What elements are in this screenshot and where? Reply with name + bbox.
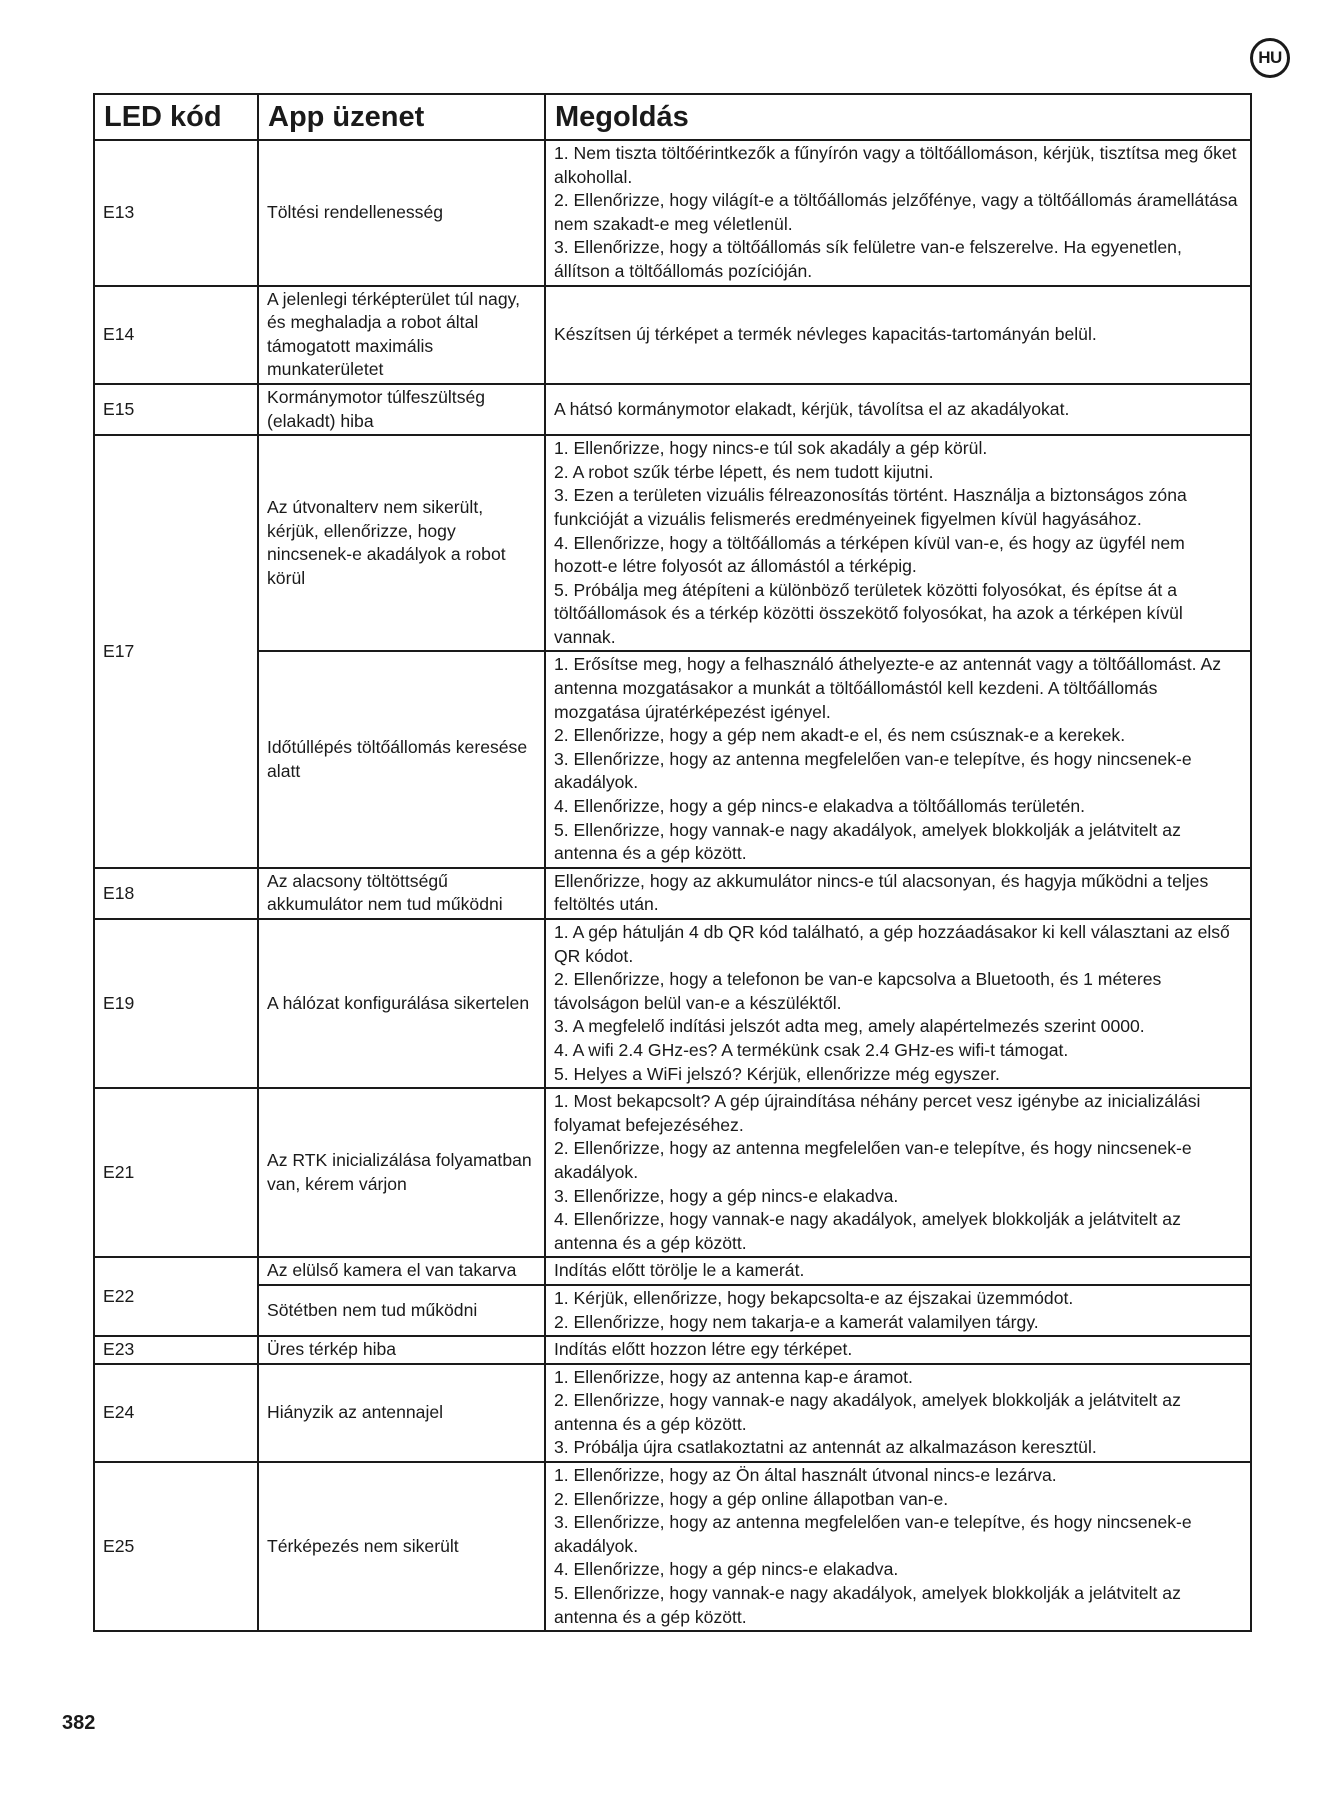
led-code-cell: E21 <box>94 1088 258 1257</box>
solution-line: 1. Nem tiszta töltőérintkezők a fűnyírón vagy a töltőállomáson, kérjük, tisztítsa meg őket alkohollal. <box>554 143 1237 187</box>
solution-line: 4. Ellenőrizze, hogy vannak-e nagy akadályok, amelyek blokkolják a jelátvitelt az antenna és a gép között. <box>554 1209 1181 1253</box>
table-row <box>94 286 1251 384</box>
solution-line: Ellenőrizze, hogy az akkumulátor nincs-e túl alacsonyan, és hagyja működni a teljes feltöltés után. <box>554 870 1209 915</box>
solution-line: Készítsen új térképet a termék névleges kapacitás-tartományán belül. <box>554 323 1097 344</box>
led-code-cell: E22 <box>94 1257 258 1336</box>
solution-line: 2. Ellenőrizze, hogy a gép nem akadt-e el, és nem csúsznak-e a kerekek. <box>554 725 1126 746</box>
solution-line: 4. Ellenőrizze, hogy a gép nincs-e elakadva a töltőállomás területén. <box>554 796 1086 817</box>
led-code-cell: E17 <box>94 435 258 868</box>
solution-line: 2. Ellenőrizze, hogy vannak-e nagy akadályok, amelyek blokkolják a jelátvitelt az antenna és a gép között. <box>554 1390 1181 1434</box>
solution-line: 2. Ellenőrizze, hogy a telefonon be van-e kapcsolva a Bluetooth, és 1 méteres távolságon belül van-e a készüléktől. <box>554 969 1162 1013</box>
solution-cell <box>545 1336 1251 1364</box>
table-row <box>94 435 1251 651</box>
solution-line: 3. Ellenőrizze, hogy a gép nincs-e elakadva. <box>554 1185 899 1206</box>
language-badge <box>1250 38 1290 78</box>
solution-line: Indítás előtt törölje le a kamerát. <box>554 1260 805 1281</box>
solution-line: 2. Ellenőrizze, hogy nem takarja-e a kamerát valamilyen tárgy. <box>554 1311 1039 1332</box>
table-row <box>94 1364 1251 1462</box>
solution-cell <box>545 435 1251 651</box>
solution-line: 1. Ellenőrizze, hogy az Ön által használt útvonal nincs-e lezárva. <box>554 1465 1057 1486</box>
solution-line: Indítás előtt hozzon létre egy térképet. <box>554 1339 853 1360</box>
table-header-row <box>94 94 1251 140</box>
table-row <box>94 1462 1251 1631</box>
app-message-cell: Az elülső kamera el van takarva <box>258 1257 545 1285</box>
app-message-cell: A hálózat konfigurálása sikertelen <box>258 919 545 1088</box>
solution-cell <box>545 651 1251 867</box>
solution-line: 1. Erősítse meg, hogy a felhasználó áthelyezte-e az antennát vagy a töltőállomást. Az antenna mozgatásakor a munkát a töltőállomástól kell kezdeni. A töltőállomás mozgatása újratérképezést igényel. <box>554 654 1221 722</box>
solution-cell <box>545 1285 1251 1336</box>
solution-line: 2. A robot szűk térbe lépett, és nem tudott kijutni. <box>554 461 934 482</box>
led-code-table <box>93 93 1252 1632</box>
solution-line: 3. Ellenőrizze, hogy az antenna megfelelően van-e telepítve, és hogy nincsenek-e akadályok. <box>554 748 1192 793</box>
language-badge-label: HU <box>1258 48 1282 67</box>
solution-line: 1. A gép hátulján 4 db QR kód található, a gép hozzáadásakor ki kell választani az első QR kódot. <box>554 922 1230 966</box>
table-row <box>94 384 1251 435</box>
app-message-cell: Az RTK inicializálása folyamatban van, kérem várjon <box>258 1088 545 1257</box>
app-message-cell: Az alacsony töltöttségű akkumulátor nem tud működni <box>258 868 545 919</box>
solution-line: 5. Ellenőrizze, hogy vannak-e nagy akadályok, amelyek blokkolják a jelátvitelt az antenna és a gép között. <box>554 819 1181 864</box>
app-message-cell: Időtúllépés töltőállomás keresése alatt <box>258 651 545 867</box>
solution-cell <box>545 868 1251 919</box>
table-row <box>94 1257 1251 1285</box>
app-message-cell: Hiányzik az antennajel <box>258 1364 545 1462</box>
solution-line: A hátsó kormánymotor elakadt, kérjük, távolítsa el az akadályokat. <box>554 398 1070 419</box>
led-code-cell: E19 <box>94 919 258 1088</box>
table-row <box>94 1088 1251 1257</box>
solution-line: 3. A megfelelő indítási jelszót adta meg, amely alapértelmezés szerint 0000. <box>554 1016 1145 1037</box>
app-message-cell: Kormánymotor túlfeszültség (elakadt) hiba <box>258 384 545 435</box>
page-number: 382 <box>62 1712 96 1734</box>
solution-line: 5. Próbálja meg átépíteni a különböző területek közötti folyosókat, és építse át a töltőállomások és a térkép közötti összekötő folyosókat, ha azok a térképen kívül vannak. <box>554 579 1183 647</box>
app-message-cell: Térképezés nem sikerült <box>258 1462 545 1631</box>
app-message-cell: Sötétben nem tud működni <box>258 1285 545 1336</box>
solution-line: 1. Ellenőrizze, hogy az antenna kap-e áramot. <box>554 1366 913 1387</box>
solution-cell <box>545 140 1251 286</box>
led-code-cell: E15 <box>94 384 258 435</box>
solution-line: 4. Ellenőrizze, hogy a gép nincs-e elakadva. <box>554 1559 899 1580</box>
table-row <box>94 1285 1251 1336</box>
table-row <box>94 1336 1251 1364</box>
solution-line: 3. Próbálja újra csatlakoztatni az antennát az alkalmazáson keresztül. <box>554 1437 1097 1458</box>
header-led-code: LED kód <box>94 94 258 140</box>
solution-cell <box>545 1257 1251 1285</box>
solution-line: 2. Ellenőrizze, hogy világít-e a töltőállomás jelzőfénye, vagy a töltőállomás áramellátása nem szakadt-e meg véletlenül. <box>554 190 1238 234</box>
app-message-cell: Töltési rendellenesség <box>258 140 545 286</box>
table-row <box>94 919 1251 1088</box>
table-row <box>94 140 1251 286</box>
solution-cell <box>545 384 1251 435</box>
led-code-cell: E13 <box>94 140 258 286</box>
led-code-cell: E18 <box>94 868 258 919</box>
solution-line: 5. Helyes a WiFi jelszó? Kérjük, ellenőrizze még egyszer. <box>554 1063 1000 1084</box>
header-app-message: App üzenet <box>258 94 545 140</box>
led-code-cell: E14 <box>94 286 258 384</box>
solution-line: 1. Ellenőrizze, hogy nincs-e túl sok akadály a gép körül. <box>554 438 988 459</box>
solution-cell <box>545 919 1251 1088</box>
app-message-cell: Üres térkép hiba <box>258 1336 545 1364</box>
table-body <box>94 140 1251 1631</box>
solution-line: 1. Most bekapcsolt? A gép újraindítása néhány percet vesz igénybe az inicializálási folyamat befejezéséhez. <box>554 1091 1201 1135</box>
led-code-cell: E24 <box>94 1364 258 1462</box>
table-row <box>94 651 1251 867</box>
solution-line: 3. Ellenőrizze, hogy az antenna megfelelően van-e telepítve, és hogy nincsenek-e akadályok. <box>554 1512 1192 1556</box>
solution-cell <box>545 1462 1251 1631</box>
solution-cell <box>545 286 1251 384</box>
solution-line: 4. A wifi 2.4 GHz-es? A termékünk csak 2.4 GHz-es wifi-t támogat. <box>554 1039 1069 1060</box>
led-code-cell: E25 <box>94 1462 258 1631</box>
solution-line: 3. Ezen a területen vizuális félreazonosítás történt. Használja a biztonságos zóna funkcióját a vizuális felismerés eredményeinek figyelmen kívül hagyásához. <box>554 485 1187 529</box>
solution-cell <box>545 1364 1251 1462</box>
app-message-cell: Az útvonalterv nem sikerült, kérjük, ellenőrizze, hogy nincsenek-e akadályok a robot körül <box>258 435 545 651</box>
header-solution: Megoldás <box>545 94 1251 140</box>
solution-line: 2. Ellenőrizze, hogy a gép online állapotban van-e. <box>554 1488 949 1509</box>
led-code-cell: E23 <box>94 1336 258 1364</box>
solution-line: 4. Ellenőrizze, hogy a töltőállomás a térképen kívül van-e, és hogy az ügyfél nem hozott-e létre folyosót az állomástól a térképig. <box>554 532 1185 577</box>
solution-line: 1. Kérjük, ellenőrizze, hogy bekapcsolta-e az éjszakai üzemmódot. <box>554 1287 1074 1308</box>
solution-line: 5. Ellenőrizze, hogy vannak-e nagy akadályok, amelyek blokkolják a jelátvitelt az antenna és a gép között. <box>554 1583 1181 1627</box>
solution-line: 2. Ellenőrizze, hogy az antenna megfelelően van-e telepítve, és hogy nincsenek-e akadályok. <box>554 1138 1192 1182</box>
table-row <box>94 868 1251 919</box>
app-message-cell: A jelenlegi térképterület túl nagy, és meghaladja a robot által támogatott maximális munkaterületet <box>258 286 545 384</box>
solution-line: 3. Ellenőrizze, hogy a töltőállomás sík felületre van-e felszerelve. Ha egyenetlen, állítson a töltőállomás pozícióján. <box>554 237 1182 281</box>
solution-cell <box>545 1088 1251 1257</box>
